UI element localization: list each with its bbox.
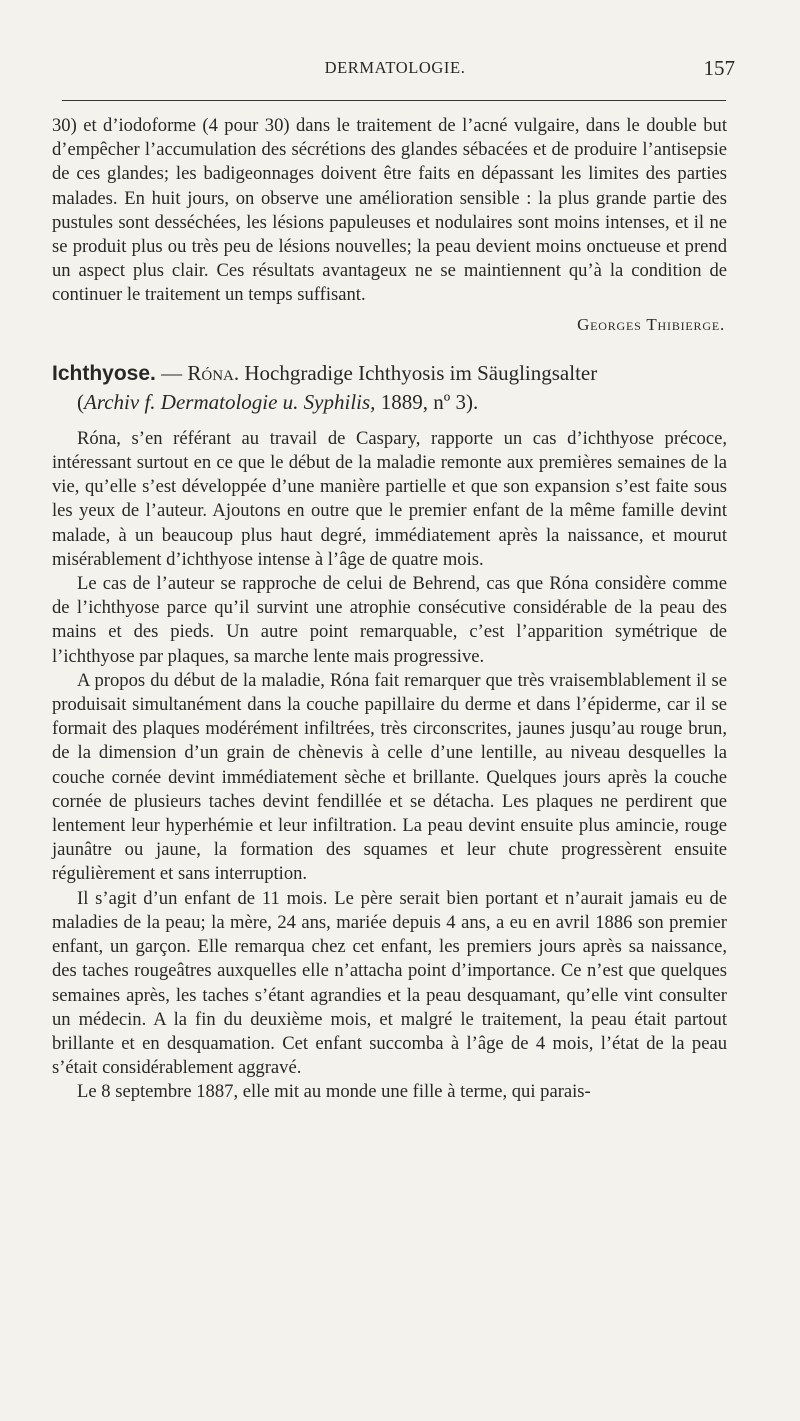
article-citation <box>52 388 727 416</box>
heading-separator: — <box>155 360 188 385</box>
article-heading <box>52 359 727 416</box>
heading-spacer <box>52 416 727 427</box>
continued-paragraph: 30) et d’iodoforme (4 pour 30) dans le traitement de l’acné vulgaire, dans le double but d’empêcher l’accumulation des sécrétions des glandes sébacées et de produire l’antisepsie de ces glandes; les badigeonnages doivent être faits en dépassant les limites des parties malades. En huit jours, on observe une amélioration sensible : la plus grande partie des pustules sont desséchées, les lésions papuleuses et nodulaires sont moins intenses, et il ne se produit plus ou très peu de lésions nouvelles; la peau devient moins onctueuse et prend un aspect plus clair. Ces résultats avantageux ne se maintiennent qu’à la condition de continuer le traitement un temps suffisant. <box>52 115 727 306</box>
body-paragraph: A propos du début de la maladie, Róna fait remarquer que très vraisemblablement il se produisait simultanément dans la couche papillaire du derme et dans l’épiderme, car il se formait des plaques modérément infiltrées, très circonscrites, jaunes jusqu’au rouge brun, de la dimension d’un grain de chènevis à celle d’une lentille, au niveau desquelles la couche cornée devint immédiatement sèche et brillante. Quelques jours après la couche cornée de plusieurs taches devint fendillée et se détacha. Les plaques ne perdirent que lentement leur hyperhémie et leur infiltration. La peau devint ensuite plus amincie, rouge jaunâtre ou jaune, la formation des squames et leur chute progressèrent ensuite régulièrement et sans interruption. <box>52 669 727 885</box>
body-paragraph: Le cas de l’auteur se rapproche de celui de Behrend, cas que Róna considère comme de l’ichthyose parce qu’il survint une atrophie consécutive considérable de la peau des mains et des pieds. Un autre point remarquable, c’est l’apparition symétrique de l’ichthyose par plaques, sa marche lente mais progressive. <box>52 573 727 667</box>
page-number: 157 <box>703 56 735 80</box>
header-rule <box>62 100 726 101</box>
article-title: Hochgradige Ichthyosis im Säuglingsalter <box>239 360 598 385</box>
citation-journal: Archiv f. Dermatologie u. Syphilis, <box>84 389 376 414</box>
article-author: Róna. <box>187 360 240 385</box>
body-paragraph: Róna, s’en référant au travail de Caspary, rapporte un cas d’ichthyose précoce, intéressant surtout en ce que le début de la maladie remonte aux premières semaines de la vie, qu’elle s’est développée d’une manière partielle et que son expansion s’est faite sous les yeux de l’auteur. Ajoutons en outre que le premier enfant de la même famille devint malade, à un beaucoup plus haut degré, immédiatement après la naissance, et mourut misérablement d’ichthyose intense à l’âge de quatre mois. <box>52 427 727 570</box>
body-paragraph: Il s’agit d’un enfant de 11 mois. Le père serait bien portant et n’aurait jamais eu de maladies de la peau; la mère, 24 ans, mariée depuis 4 ans, a eu en avril 1886 son premier enfant, un garçon. Elle remarqua chez cet enfant, les premiers jours après sa naissance, des taches rougeâtres auxquelles elle n’attacha point d’importance. Ce n’est que quelques semaines après, les taches s’étant agrandies et la peau desquamant, qu’elle vint consulter un médecin. A la fin du deuxième mois, et malgré le traitement, la peau était partout brillante et en desquamation. Cet enfant succomba à l’âge de 4 mois, l’état de la peau s’était considérablement aggravé. <box>52 887 727 1079</box>
running-title: DERMATOLOGIE. <box>324 58 466 77</box>
running-head <box>55 56 735 86</box>
author-signature: Georges Thibierge. <box>577 314 725 334</box>
article-topic: Ichthyose. <box>52 361 156 385</box>
citation-open: ( <box>77 389 84 414</box>
body-paragraph: Le 8 septembre 1887, elle mit au monde une fille à terme, qui parais- <box>77 1081 591 1103</box>
page-body <box>52 114 727 1105</box>
citation-issue: 1889, nº 3). <box>375 389 479 414</box>
